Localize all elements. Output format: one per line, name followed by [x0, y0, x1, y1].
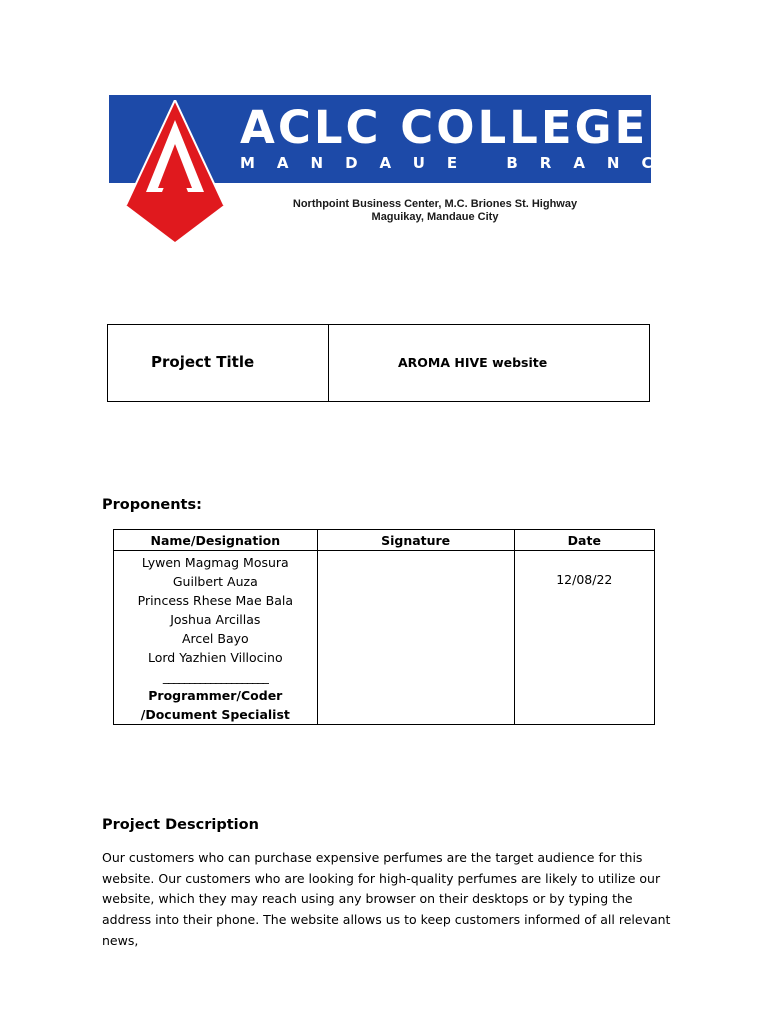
address-line-2: Maguikay, Mandaue City: [371, 211, 499, 223]
description-paragraph: Our customers who can purchase expensive perfumes are the target audience for this website. Our customers who are looking for high-quality perfumes are likely to utilize our website, which they may reach using any browser on their desktops or by typing the address into their phone. The website allows us to keep customers informed of all relevant news,: [102, 850, 671, 948]
proponents-heading: Proponents:: [102, 497, 202, 513]
proponent-name: Joshua Arcillas: [170, 612, 261, 627]
proponent-name: Princess Rhese Mae Bala: [137, 593, 293, 608]
table-row: [114, 551, 655, 725]
column-header-signature: Signature: [317, 530, 514, 551]
project-title-value: AROMA HIVE website: [398, 355, 548, 370]
signature-rule: ____________________: [162, 669, 268, 684]
proponent-name: Lywen Magmag Mosura: [141, 555, 289, 570]
project-description-heading: Project Description: [102, 817, 259, 833]
branch-name: MANDAUE BRANCH: [240, 154, 710, 172]
project-title-label: Project Title: [151, 353, 255, 371]
column-header-name: Name/Designation: [114, 530, 318, 551]
signature-cell: [317, 551, 514, 725]
college-name: ACLC COLLEGE: [240, 101, 649, 154]
title-box-divider: [328, 325, 329, 401]
proponent-name: Guilbert Auza: [172, 574, 258, 589]
project-description: [102, 848, 682, 952]
column-header-date: Date: [514, 530, 654, 551]
names-cell: [114, 551, 318, 725]
proponent-name: Lord Yazhien Villocino: [148, 650, 283, 665]
role-line-2: /Document Specialist: [140, 707, 290, 722]
proponents-table: [113, 529, 655, 725]
role-line-1: Programmer/Coder: [148, 688, 283, 703]
date-cell: 12/08/22: [514, 551, 654, 725]
aclc-logo-icon: [126, 100, 224, 242]
table-header-row: [114, 530, 655, 551]
address-line-1: Northpoint Business Center, M.C. Briones St. Highway: [292, 198, 578, 210]
project-title-box: [107, 324, 650, 402]
proponent-name: Arcel Bayo: [181, 631, 249, 646]
